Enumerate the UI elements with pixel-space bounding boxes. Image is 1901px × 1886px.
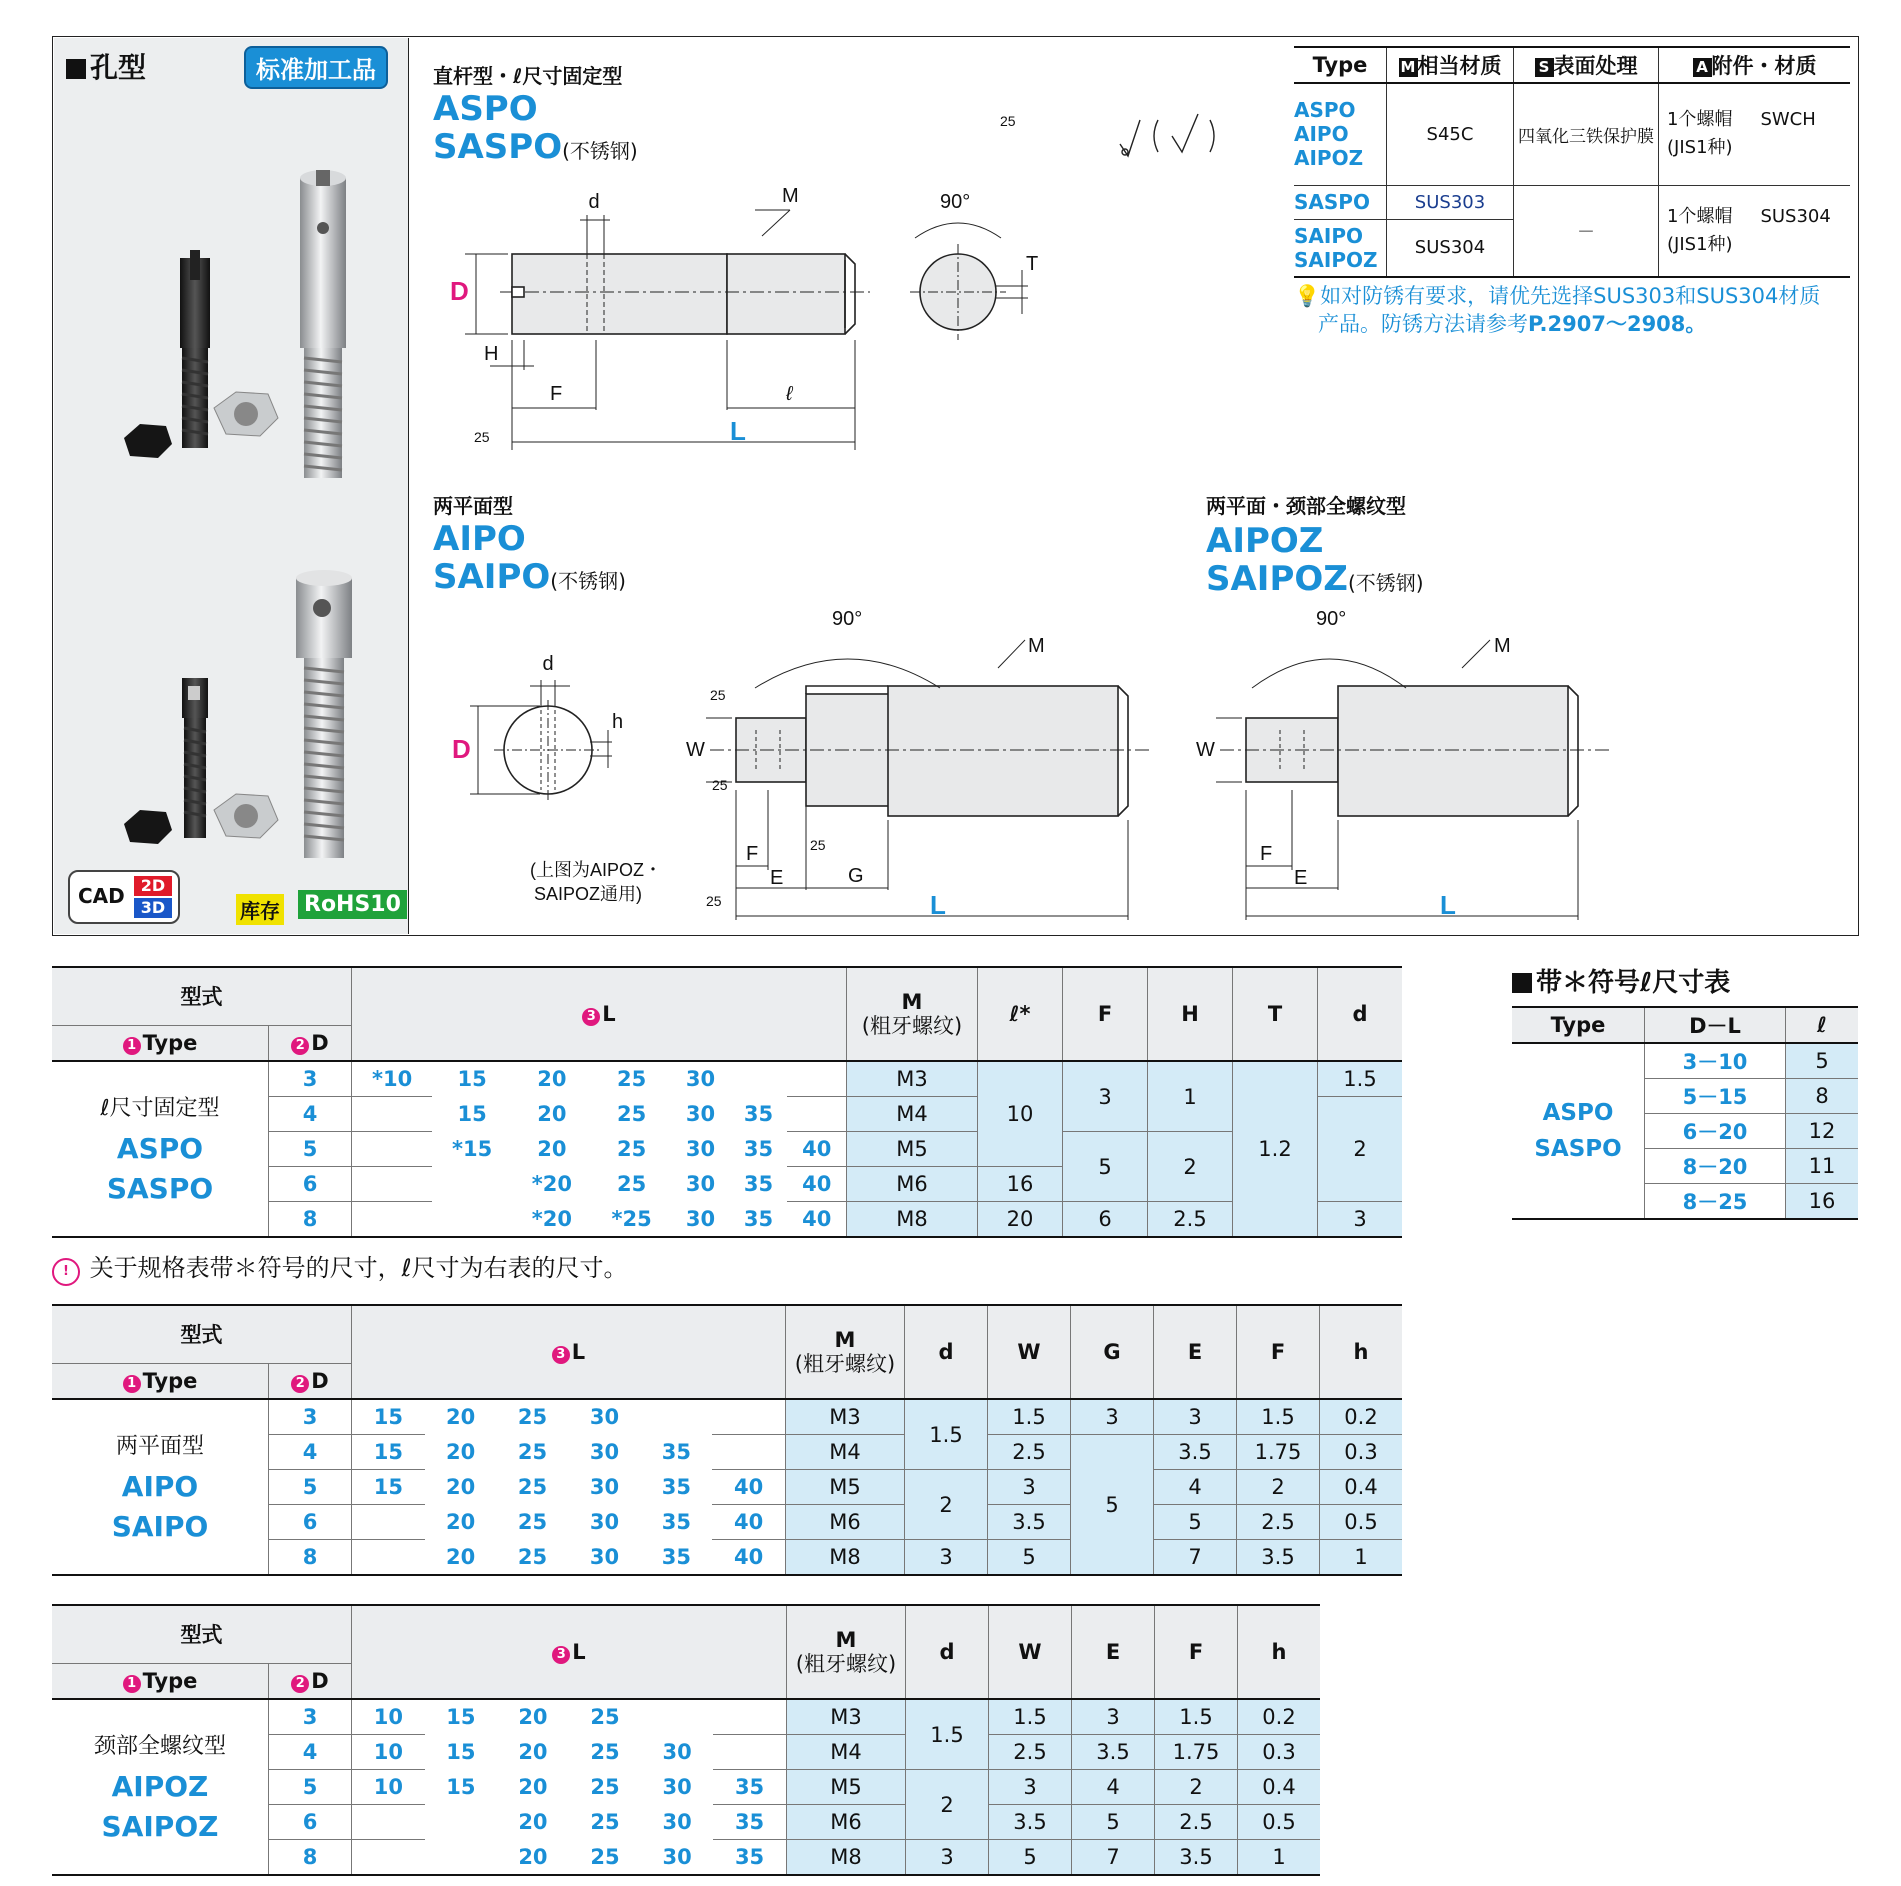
svg-text:(上图为AIPOZ・: (上图为AIPOZ・: [530, 860, 663, 880]
flatfull-name-saipoz: SAIPOZ(不锈钢): [1206, 559, 1424, 599]
stock-badge: 库存: [236, 894, 284, 925]
svg-text:25: 25: [474, 429, 490, 445]
table-aipo: 型式 3 L M (粗牙螺纹) d W G E F h 1 Type 2 D 两平面型 AIPO SAIPO 3 15 20 25 30 M3 1.5 1.5 3 3 1.5 0.2 4 15 20 25 30 35 M4 2.5 5 3.5 1.75 0.3 5 15 20 25 30 35 40 M5 2 3 4 2 0.4 6 20 25 30 35 40 M6 3.5 5 2.5 0.5 8 20 25 30 35 40 M8 3 5 7 3.5 1: [52, 1304, 1402, 1576]
svg-text:90°: 90°: [1316, 608, 1347, 630]
product-image-flat: [64, 528, 399, 888]
cad-badge[interactable]: CAD 2D 3D: [68, 870, 180, 924]
svg-text:d: d: [588, 191, 600, 213]
cad-2d-tag: 2D: [134, 876, 172, 896]
flatfull-name-aipoz: AIPOZ: [1206, 521, 1324, 561]
svg-text:W: W: [1196, 739, 1215, 761]
svg-text:T: T: [1026, 253, 1039, 275]
svg-text:90°: 90°: [832, 608, 863, 630]
material-table: Type M相当材质 S 表面处理 A 附件・材质 ASPO AIPO AIPOZ S45C 四氧化三铁保护膜 1个螺帽 SWCH (JIS1种) SASPO SUS303 － 1个螺帽 SUS304 (JIS1种) SAIPO SAIPOZ SUS304: [1294, 46, 1850, 278]
straight-subtitle: 直杆型・ℓ尺寸固定型: [433, 64, 623, 88]
svg-text:d: d: [542, 653, 554, 675]
svg-text:G: G: [848, 865, 864, 887]
table-aipoz: 型式 3 L M (粗牙螺纹) d W E F h 1 Type 2 D 颈部全螺纹型 AIPOZ SAIPOZ 3 10 15 20 25 M3 1.5 1.5 3 1.5 0.2 4 10 15 20 25 30 M4 2.5 3.5 1.75 0.3 5 10 15 20 25 30 35 M5 2 3 4 2 0.4 6 20 25 30 35 M6 3.5 5 2.5 0.5 8 20 25 30 35 M8 3 5 7 3.5 1: [52, 1604, 1320, 1876]
product-photo-panel: [54, 38, 409, 934]
svg-text:F: F: [550, 383, 563, 405]
page-reference-link[interactable]: P.2907～2908。: [1528, 312, 1707, 336]
svg-text:E: E: [770, 867, 784, 889]
flat-name-aipo: AIPO: [433, 519, 526, 559]
svg-text:SAIPOZ通用): SAIPOZ通用): [534, 884, 643, 904]
star-note: ! 关于规格表带＊符号的尺寸，ℓ尺寸为右表的尺寸。: [52, 1248, 628, 1286]
svg-text:H: H: [484, 343, 499, 365]
svg-text:25: 25: [1000, 113, 1016, 129]
straight-name-saspo: SASPO(不锈钢): [433, 127, 638, 167]
steel-shaft: [300, 178, 346, 348]
table-aspo: 型式 3 L M (粗牙螺纹) ℓ* F H T d 1 Type 2 D ℓ尺寸固定型 ASPO SASPO 3 *10 15 20 25 30 M3 10 3 1 1.2 1.5 4 15 20 25 30 35 M4 2 5 *15 20 25 30 35 40 M5 5 2 6 *20 25 30 35 40 M6 16 8 *20 *25 30 35 40 M8 20 6 2.5 3: [52, 966, 1402, 1238]
svg-text:25: 25: [810, 837, 826, 853]
svg-text:25: 25: [712, 777, 728, 793]
black-nut: [124, 424, 172, 458]
flat-name-saipo: SAIPO(不锈钢): [433, 557, 626, 597]
svg-text:ℓ: ℓ: [786, 383, 793, 405]
steel-thread: [304, 348, 342, 478]
svg-text:h: h: [612, 711, 624, 733]
svg-text:90°: 90°: [940, 191, 971, 213]
cad-3d-tag: 3D: [134, 898, 172, 918]
svg-text:L: L: [930, 890, 946, 920]
svg-text:M: M: [782, 185, 799, 207]
svg-text:L: L: [730, 416, 746, 446]
hole-type-title: 孔型: [66, 46, 146, 86]
svg-text:D: D: [452, 734, 471, 764]
svg-text:F: F: [1260, 843, 1273, 865]
product-image-straight: [64, 118, 399, 508]
star-table-title: 带＊符号ℓ尺寸表: [1512, 962, 1730, 999]
flatfull-subtitle: 两平面・颈部全螺纹型: [1206, 494, 1406, 518]
standard-processed-badge: 标准加工品: [244, 46, 388, 89]
svg-text:M: M: [1494, 635, 1511, 657]
svg-text:F: F: [746, 843, 759, 865]
star-dimension-table: Type D－L ℓ ASPO SASPO 3－10 5 5－15 8 6－20 12 8－20 11 8－25 16: [1512, 1006, 1858, 1220]
svg-text:L: L: [1440, 890, 1456, 920]
svg-text:E: E: [1294, 867, 1308, 889]
svg-text:25: 25: [706, 893, 722, 909]
svg-text:25: 25: [710, 687, 726, 703]
svg-text:D: D: [450, 276, 469, 306]
rohs-badge: RoHS10: [298, 890, 407, 919]
rust-note: 💡如对防锈有要求，请优先选择SUS303和SUS304材质 产品。防锈方法请参考P.2907～2908。: [1294, 284, 1821, 336]
flat-subtitle: 两平面型: [433, 494, 513, 518]
straight-name-aspo: ASPO: [433, 89, 538, 129]
svg-text:M: M: [1028, 635, 1045, 657]
svg-text:W: W: [686, 739, 705, 761]
